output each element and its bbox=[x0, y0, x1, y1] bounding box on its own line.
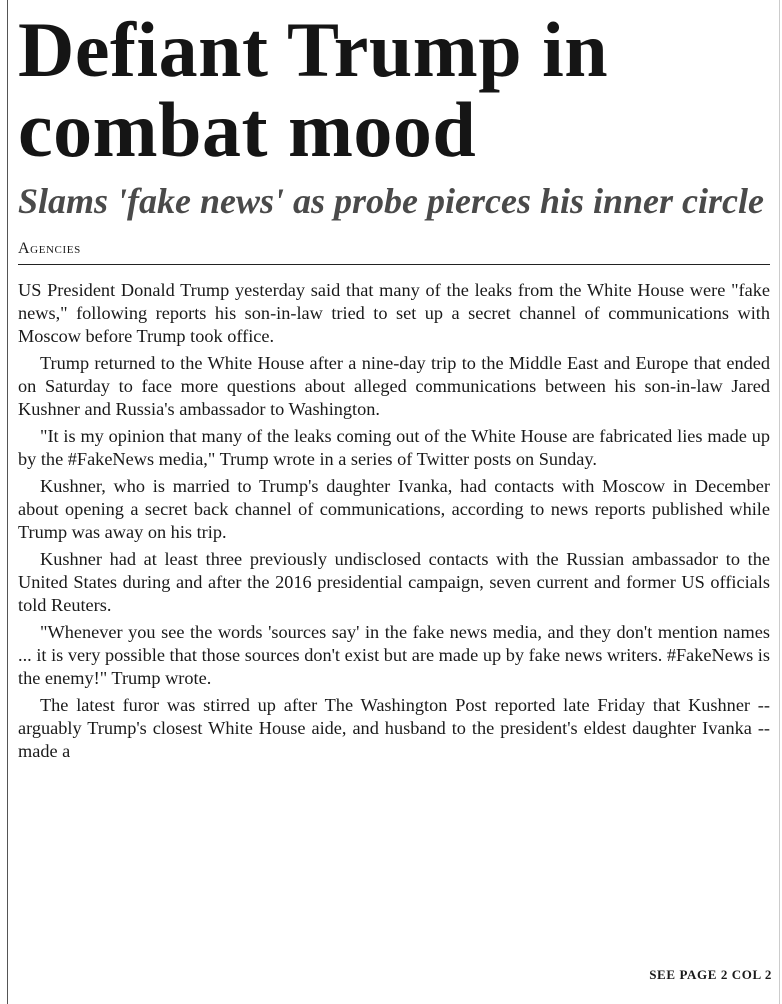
headline: Defiant Trump in combat mood bbox=[18, 6, 609, 173]
left-column-rule bbox=[7, 0, 8, 1004]
byline: Agencies bbox=[18, 240, 770, 265]
subheadline: Slams 'fake news' as probe pierces his inner circle bbox=[18, 181, 764, 221]
right-column-rule bbox=[779, 0, 780, 1004]
continuation-note: SEE PAGE 2 COL 2 bbox=[649, 967, 772, 982]
paragraph: Trump returned to the White House after a nine-day trip to the Middle East and Europe that ended on Saturday to face more questions about alleged communications between his son-in-law Jared Kushner and Russia's ambassador to Washington. bbox=[18, 353, 770, 419]
paragraph: "It is my opinion that many of the leaks coming out of the White House are fabricated lies made up by the #FakeNews media," Trump wrote in a series of Twitter posts on Sunday. bbox=[18, 426, 770, 469]
paragraph: "Whenever you see the words 'sources say' in the fake news media, and they don't mention names ... it is very possible that those sources don't exist but are made up by fake news writers. #FakeNews is the enemy!" Trump wrote. bbox=[18, 622, 770, 688]
paragraph: US President Donald Trump yesterday said that many of the leaks from the White House were "fake news," following reports his son-in-law tried to set up a secret channel of communications with Moscow before Trump took office. bbox=[18, 280, 770, 346]
paragraph: Kushner had at least three previously undisclosed contacts with the Russian ambassador to the United States during and after the 2016 presidential campaign, seven current and former US officials told Reuters. bbox=[18, 549, 770, 615]
article bbox=[18, 6, 770, 767]
article-body bbox=[18, 279, 770, 763]
paragraph: The latest furor was stirred up after The Washington Post reported late Friday that Kushner -- arguably Trump's closest White House aide, and husband to the president's eldest daughter Ivanka -- made a bbox=[18, 695, 770, 761]
paragraph: Kushner, who is married to Trump's daughter Ivanka, had contacts with Moscow in December about opening a secret back channel of communications, according to news reports published while Trump was away on his trip. bbox=[18, 476, 770, 542]
